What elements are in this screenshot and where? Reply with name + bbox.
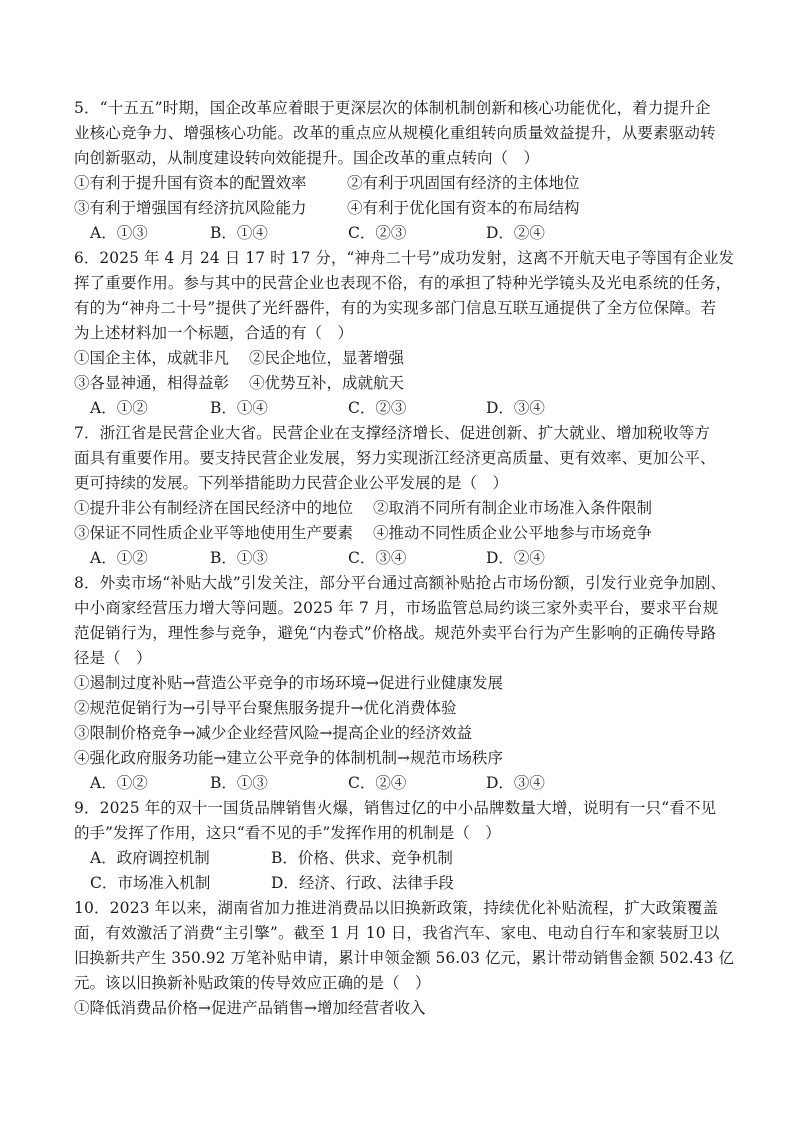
q8-item-3: ③限制价格竞争→减少企业经营风险→提高企业的经济效益 <box>74 724 472 742</box>
q5-option-a[interactable]: A．①③ <box>90 224 148 242</box>
q6-stem-line-2: 挥了重要作用。参与其中的民营企业也表现不俗，有的承担了特种光学镜头及光电系统的任务， <box>74 274 732 292</box>
q5-option-c[interactable]: C．②③ <box>348 224 407 242</box>
q6-option-c[interactable]: C．②③ <box>348 399 407 417</box>
q9-option-b[interactable]: B．价格、供求、竞争机制 <box>271 849 453 867</box>
q8-option-d[interactable]: D．③④ <box>486 774 545 792</box>
q10-stem-line-3: 旧换新共产生 350.92 万笔补贴申请，累计申领金额 56.03 亿元，累计带动销售金额 502.43 亿 <box>74 949 735 967</box>
q6-item-4: ④优势互补，成就航天 <box>249 374 405 392</box>
q9-stem-line-1: 9．2025 年的双十一国货品牌销售火爆，销售过亿的中小品牌数量大增，说明有一只“看不见 <box>74 799 717 817</box>
q7-item-1: ①提升非公有制经济在国民经济中的地位 <box>74 499 354 517</box>
q6-item-3: ③各显神通，相得益彰 <box>74 374 230 392</box>
q9-option-d[interactable]: D．经济、行政、法律手段 <box>271 874 454 892</box>
q8-item-4: ④强化政府服务功能→建立公平竞争的体制机制→规范市场秩序 <box>74 749 503 767</box>
q8-item-2: ②规范促销行为→引导平台聚焦服务提升→优化消费体验 <box>74 699 457 717</box>
q7-stem-line-1: 7．浙江省是民营企业大省。民营企业在支撑经济增长、促进创新、扩大就业、增加税收等方 <box>74 424 711 442</box>
q6-item-2: ②民企地位，显著增强 <box>249 349 405 367</box>
q9-option-a[interactable]: A．政府调控机制 <box>90 849 210 867</box>
q6-option-b[interactable]: B．①④ <box>210 399 268 417</box>
q6-item-1: ①国企主体，成就非凡 <box>74 349 230 367</box>
q10-item-1: ①降低消费品价格→促进产品销售→增加经营者收入 <box>74 999 426 1017</box>
q5-item-2: ②有利于巩固国有经济的主体地位 <box>347 174 580 192</box>
q5-option-b[interactable]: B．①④ <box>210 224 268 242</box>
q10-stem-line-1: 10．2023 年以来，湖南省加力推进消费品以旧换新政策，持续优化补贴流程，扩大政策覆盖 <box>74 899 719 917</box>
q5-stem-line-3: 向创新驱动，从制度建设转向效能提升。国企改革的重点转向（ ） <box>74 149 540 167</box>
q6-option-d[interactable]: D．③④ <box>486 399 545 417</box>
q8-item-1: ①遏制过度补贴→营造公平竞争的市场环境→促进行业健康发展 <box>74 674 503 692</box>
q5-item-3: ③有利于增强国有经济抗风险能力 <box>74 199 307 217</box>
q5-stem-line-1: 5．“十五五”时期，国企改革应着眼于更深层次的体制机制创新和核心功能优化，着力提升企 <box>74 99 711 117</box>
q8-option-c[interactable]: C．②④ <box>348 774 407 792</box>
q7-item-3: ③保证不同性质企业平等地使用生产要素 <box>74 524 354 542</box>
q7-stem-line-2: 面具有重要作用。要支持民营企业发展，努力实现浙江经济更高质量、更有效率、更加公平、 <box>74 449 716 467</box>
q5-item-1: ①有利于提升国有资本的配置效率 <box>74 174 307 192</box>
q7-stem-line-3: 更可持续的发展。下列举措能助力民营企业公平发展的是（ ） <box>74 474 509 492</box>
q8-option-b[interactable]: B．①③ <box>210 774 268 792</box>
q7-option-b[interactable]: B．①③ <box>210 549 268 567</box>
q9-stem-line-2: 的手”发挥了作用，这只“看不见的手”发挥作用的机制是（ ） <box>74 824 501 842</box>
q7-item-4: ④推动不同性质企业公平地参与市场竞争 <box>373 524 653 542</box>
q8-stem-line-3: 范促销行为，理性参与竞争，避免“内卷式”价格战。规范外卖平台行为产生影响的正确传导路 <box>74 624 717 642</box>
q5-option-d[interactable]: D．②④ <box>486 224 545 242</box>
q6-stem-line-1: 6．2025 年 4 月 24 日 17 时 17 分，“神舟二十号”成功发射，这离不开航天电子等国有企业发 <box>74 249 735 267</box>
q8-stem-line-2: 中小商家经营压力增大等问题。2025 年 7 月，市场监管总局约谈三家外卖平台，要求平台规 <box>74 599 719 617</box>
q6-option-a[interactable]: A．①② <box>90 399 148 417</box>
q6-stem-line-3: 有的为“神舟二十号”提供了光纤器件，有的为实现多部门信息互联互通提供了全方位保障。若 <box>74 299 717 317</box>
q5-item-4: ④有利于优化国有资本的布局结构 <box>347 199 580 217</box>
q7-option-a[interactable]: A．①② <box>90 549 148 567</box>
q8-stem-line-4: 径是（ ） <box>74 649 152 667</box>
q7-option-d[interactable]: D．②④ <box>486 549 545 567</box>
q5-stem-line-2: 业核心竞争力、增强核心功能。改革的重点应从规模化重组转向质量效益提升，从要素驱动转 <box>74 124 716 142</box>
q8-stem-line-1: 8．外卖市场“补贴大战”引发关注，部分平台通过高额补贴抢占市场份额，引发行业竞争加剧、 <box>74 574 727 592</box>
q7-item-2: ②取消不同所有制企业市场准入条件限制 <box>373 499 653 517</box>
q10-stem-line-4: 元。该以旧换新补贴政策的传导效应正确的是（ ） <box>74 974 431 992</box>
q6-stem-line-4: 为上述材料加一个标题，合适的有（ ） <box>74 324 354 342</box>
q10-stem-line-2: 面，有效激活了消费“主引擎”。截至 1 月 10 日，我省汽车、家电、电动自行车和家装厨卫以 <box>74 924 720 942</box>
q8-option-a[interactable]: A．①② <box>90 774 148 792</box>
q7-option-c[interactable]: C．③④ <box>348 549 407 567</box>
q9-option-c[interactable]: C．市场准入机制 <box>90 874 211 892</box>
